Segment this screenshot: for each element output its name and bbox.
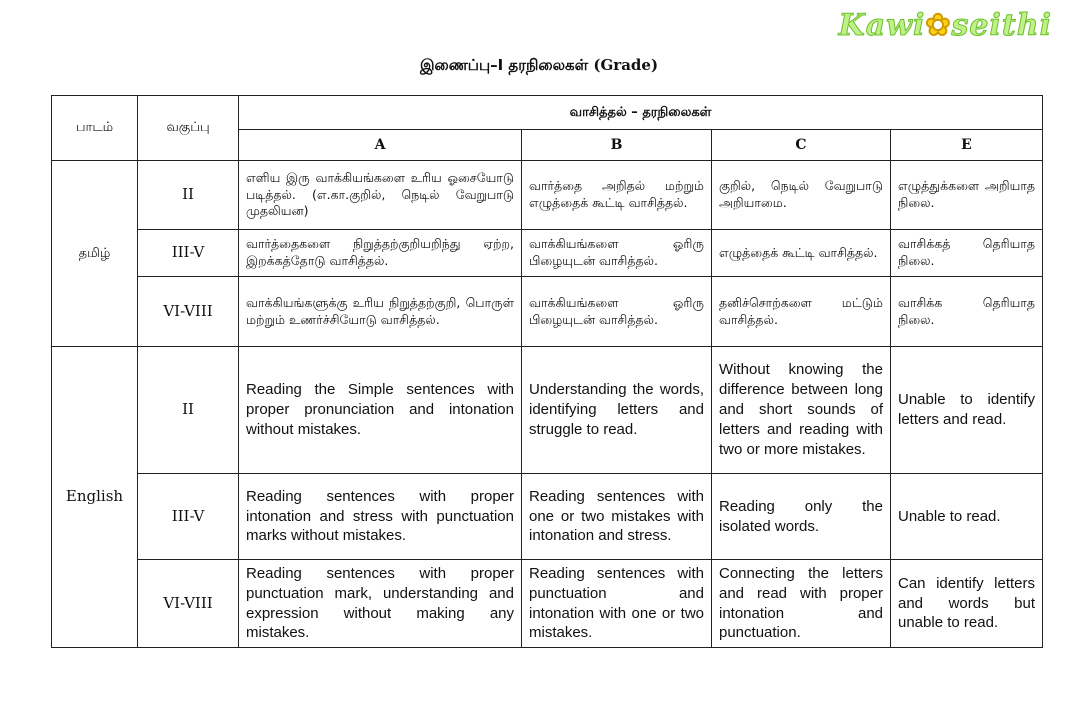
kawiseithi-watermark-logo (839, 8, 1052, 43)
level-a-cell: Reading sentences with proper intonation and stress with punctuation marks without mistakes. (239, 474, 522, 560)
level-c-cell: குறில், நெடில் வேறுபாடு அறியாமை. (712, 161, 891, 230)
header-level-c: C (712, 130, 891, 161)
level-a-cell: Reading the Simple sentences with proper pronunciation and intonation without mistakes. (239, 347, 522, 474)
table-row (52, 161, 1043, 230)
flower-icon: ✿ (925, 8, 952, 43)
subject-english: English (52, 347, 138, 648)
header-class: வகுப்பு (138, 96, 239, 161)
class-cell: III-V (138, 474, 239, 560)
class-cell: II (138, 161, 239, 230)
level-b-cell: Reading sentences with punctuation and intonation with one or two mistakes. (522, 560, 712, 648)
level-e-cell: வாசிக்கத் தெரியாத நிலை. (891, 230, 1043, 277)
class-cell: II (138, 347, 239, 474)
title-suffix: (Grade) (593, 56, 659, 74)
header-row-top (52, 96, 1043, 130)
header-level-b: B (522, 130, 712, 161)
level-c-cell: Connecting the letters and read with proper intonation and punctuation. (712, 560, 891, 648)
logo-text-left: Kawi (838, 8, 926, 43)
level-c-cell: தனிச்சொற்களை மட்டும் வாசித்தல். (712, 277, 891, 347)
subject-tamil: தமிழ் (52, 161, 138, 347)
header-level-a: A (239, 130, 522, 161)
header-level-e: E (891, 130, 1043, 161)
level-c-cell: Without knowing the difference between long and short sounds of letters and reading with two or more mistakes. (712, 347, 891, 474)
table-row (52, 277, 1043, 347)
level-e-cell: Can identify letters and words but unable to read. (891, 560, 1043, 648)
class-cell: VI-VIII (138, 277, 239, 347)
page-title (0, 56, 1078, 76)
header-reading-levels: வாசித்தல் – தரநிலைகள் (239, 96, 1043, 130)
level-b-cell: வாக்கியங்களை ஓரிரு பிழையுடன் வாசித்தல். (522, 277, 712, 347)
level-b-cell: வார்த்தை அறிதல் மற்றும் எழுத்தைக் கூட்டி வாசித்தல். (522, 161, 712, 230)
level-c-cell: எழுத்தைக் கூட்டி வாசித்தல். (712, 230, 891, 277)
level-a-cell: வார்த்தைகளை நிறுத்தற்குறியறிந்து ஏற்ற, இறக்கத்தோடு வாசித்தல். (239, 230, 522, 277)
logo-text-right: seithi (951, 8, 1052, 43)
table-row (52, 474, 1043, 560)
level-a-cell: வாக்கியங்களுக்கு உரிய நிறுத்தற்குறி, பொருள் மற்றும் உணர்ச்சியோடு வாசித்தல். (239, 277, 522, 347)
reading-grades-table (51, 95, 1043, 648)
table-row (52, 230, 1043, 277)
level-b-cell: வாக்கியங்களை ஓரிரு பிழையுடன் வாசித்தல். (522, 230, 712, 277)
class-cell: III-V (138, 230, 239, 277)
level-b-cell: Understanding the words, identifying letters and struggle to read. (522, 347, 712, 474)
level-a-cell: எளிய இரு வாக்கியங்களை உரிய ஓசையோடு படித்தல். (எ.கா.குறில், நெடில் வேறுபாடு முதலியன) (239, 161, 522, 230)
level-e-cell: Unable to identify letters and read. (891, 347, 1043, 474)
level-e-cell: Unable to read. (891, 474, 1043, 560)
header-subject: பாடம் (52, 96, 138, 161)
level-e-cell: வாசிக்க தெரியாத நிலை. (891, 277, 1043, 347)
class-cell: VI-VIII (138, 560, 239, 648)
level-c-cell: Reading only the isolated words. (712, 474, 891, 560)
level-e-cell: எழுத்துக்களை அறியாத நிலை. (891, 161, 1043, 230)
table-row (52, 347, 1043, 474)
level-a-cell: Reading sentences with proper punctuation mark, understanding and expression without making any mistakes. (239, 560, 522, 648)
level-b-cell: Reading sentences with one or two mistakes with intonation and stress. (522, 474, 712, 560)
title-main: இணைப்பு–I தரநிலைகள் (419, 56, 589, 74)
table-row (52, 560, 1043, 648)
